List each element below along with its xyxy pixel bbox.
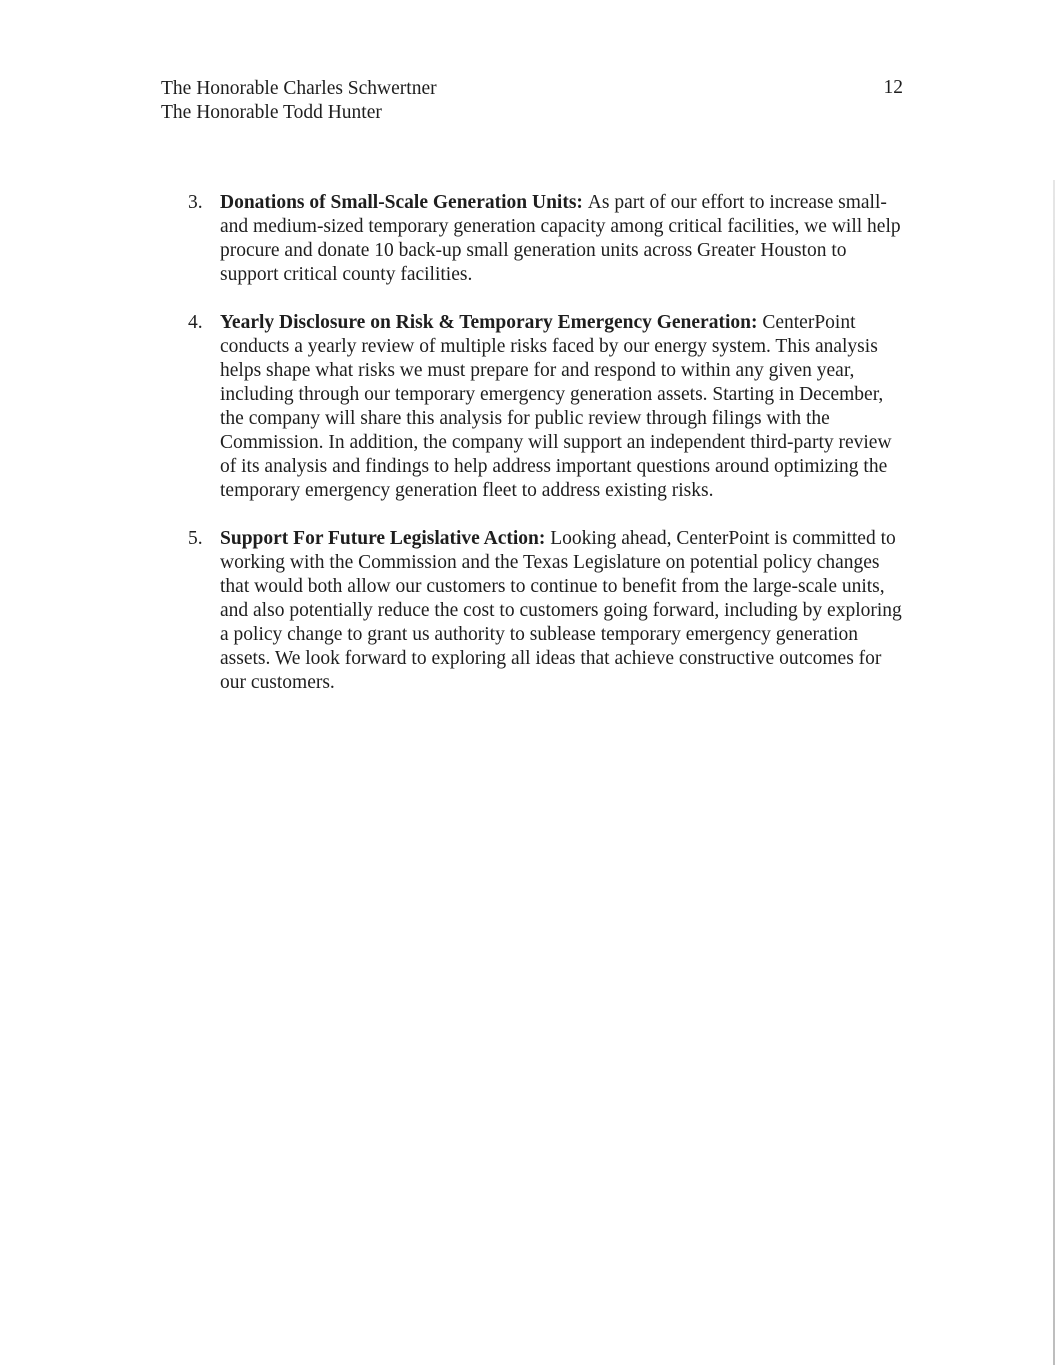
numbered-list [188,191,908,719]
list-item [188,191,908,287]
list-item-number: 3. [188,192,203,213]
list-item-number: 5. [188,528,203,549]
list-item-body: Looking ahead, CenterPoint is committed to working with the Commission and the Texas Legislature on potential policy changes that would both allow our customers to continue to benefit from the large-scale units, and also potentially reduce the cost to customers going forward, including by exploring a policy change to grant us authority to sublease temporary emergency generation assets. We look forward to exploring all ideas that achieve constructive outcomes for our customers. [220,528,902,693]
list-item [188,527,908,695]
page-number: 12 [883,77,903,98]
list-item-number: 4. [188,312,203,333]
list-item-title: Yearly Disclosure on Risk & Temporary Emergency Generation: [220,312,763,333]
list-item-body: CenterPoint conducts a yearly review of multiple risks faced by our energy system. This analysis helps shape what risks we must prepare for and respond to within any given year, including through our temporary emergency generation assets. Starting in December, the company will share this analysis for public review through filings with the Commission. In addition, the company will support an independent third-party review of its analysis and findings to help address important questions around optimizing the temporary emergency generation fleet to address existing risks. [220,312,892,501]
list-item-title: Support For Future Legislative Action: [220,528,551,549]
list-item-title: Donations of Small-Scale Generation Units: [220,192,588,213]
recipient-line-2: The Honorable Todd Hunter [161,102,382,123]
list-item [188,311,908,503]
recipient-line-1: The Honorable Charles Schwertner [161,78,437,99]
recipient-header [161,77,437,125]
list-item-body: As part of our effort to increase small- and medium-sized temporary generation capacity among critical facilities, we will help procure and donate 10 back-up small generation units across Greater Houston to support critical county facilities. [220,192,901,285]
